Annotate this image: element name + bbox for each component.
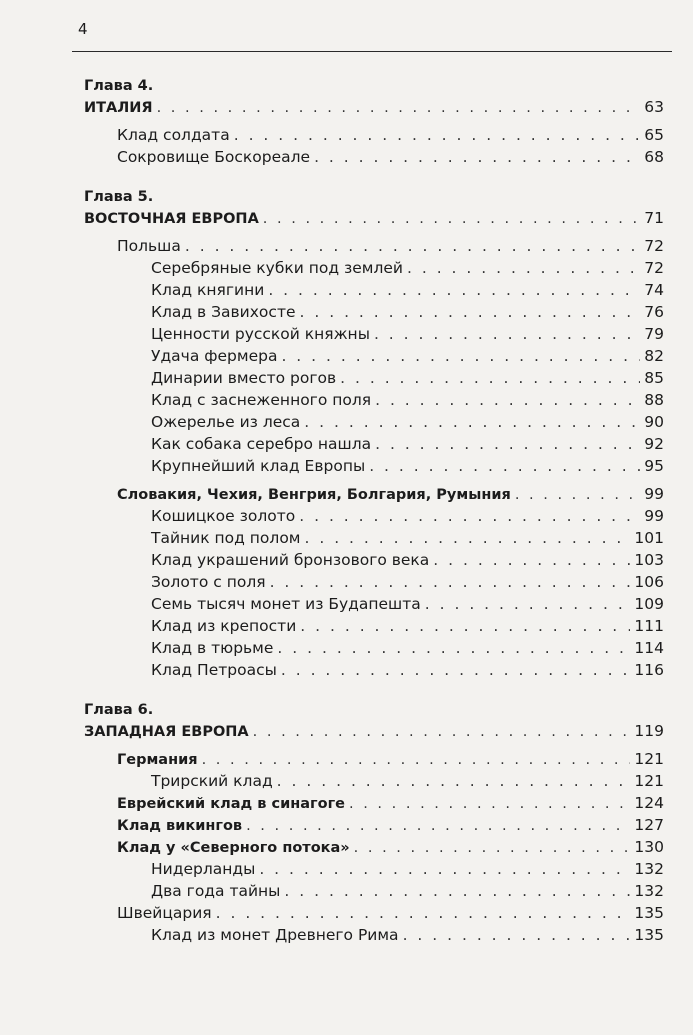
toc-entry-page: 114 <box>634 639 664 657</box>
chapter-block <box>84 76 664 168</box>
toc-entry-title: Кошицкое золото <box>151 507 296 525</box>
toc-entry-page: 90 <box>644 413 664 431</box>
dot-leader <box>157 97 641 119</box>
toc-entry <box>84 146 664 168</box>
toc-entry-page: 63 <box>644 98 664 116</box>
toc-entry <box>84 367 664 389</box>
toc-entry-title: Германия <box>117 752 198 768</box>
toc-entry <box>84 858 664 880</box>
toc-entry <box>84 814 664 836</box>
toc-entry-title: Клад из монет Древнего Рима <box>151 926 399 944</box>
dot-leader <box>277 770 631 792</box>
dot-leader <box>349 793 630 815</box>
toc-entry-page: 132 <box>634 860 664 878</box>
toc-entry-page: 103 <box>634 551 664 569</box>
dot-leader <box>374 323 640 345</box>
toc-entry <box>84 455 664 477</box>
toc-entry-page: 99 <box>644 507 664 525</box>
toc-entry-page: 124 <box>634 794 664 812</box>
toc-entry <box>84 433 664 455</box>
toc-entry-title: Сокровище Боскореале <box>117 148 311 166</box>
toc-entry <box>84 593 664 615</box>
toc-entry-title: Клад из крепости <box>151 617 297 635</box>
dot-leader <box>407 257 640 279</box>
chapter-label: Глава 6. <box>84 702 154 718</box>
toc-entry-title: Ценности русской княжны <box>151 325 370 343</box>
dot-leader <box>234 124 641 146</box>
toc-entry <box>84 902 664 924</box>
toc-entry-title: Нидерланды <box>151 860 256 878</box>
table-of-contents <box>84 76 664 965</box>
toc-entry-title: Клад у «Северного потока» <box>117 840 350 856</box>
toc-entry-page: 65 <box>644 126 664 144</box>
toc-entry <box>84 637 664 659</box>
dot-leader <box>375 433 640 455</box>
toc-entry <box>84 235 664 257</box>
chapter-block <box>84 700 664 946</box>
toc-entry-page: 79 <box>644 325 664 343</box>
toc-entry-title: Клад украшений бронзового века <box>151 551 430 569</box>
toc-entry-page: 95 <box>644 457 664 475</box>
toc-entry-title: Клад с заснеженного поля <box>151 391 372 409</box>
dot-leader <box>202 749 631 771</box>
toc-entry-title: ЗАПАДНАЯ ЕВРОПА <box>84 724 249 740</box>
toc-entry-page: 119 <box>634 722 664 740</box>
chapter-label: Глава 4. <box>84 78 154 94</box>
toc-entry <box>84 207 664 229</box>
toc-entry-page: 116 <box>634 661 664 679</box>
toc-entry-page: 88 <box>644 391 664 409</box>
toc-entry <box>84 880 664 902</box>
toc-entry-title: Клад солдата <box>117 126 230 144</box>
toc-entry <box>84 659 664 681</box>
toc-entry <box>84 615 664 637</box>
dot-leader <box>299 505 640 527</box>
toc-entry-page: 109 <box>634 595 664 613</box>
toc-entry-title: Тайник под полом <box>151 529 301 547</box>
dot-leader <box>433 549 630 571</box>
toc-entry-title: Клад викингов <box>117 818 243 834</box>
page-number: 4 <box>78 20 88 38</box>
toc-entry-page: 127 <box>634 816 664 834</box>
dot-leader <box>277 637 630 659</box>
dot-leader <box>281 345 640 367</box>
toc-entry-page: 92 <box>644 435 664 453</box>
dot-leader <box>340 367 640 389</box>
toc-entry <box>84 571 664 593</box>
toc-entry-page: 101 <box>634 529 664 547</box>
toc-entry-page: 71 <box>644 209 664 227</box>
toc-entry-title: Золото с поля <box>151 573 266 591</box>
toc-entry-page: 68 <box>644 148 664 166</box>
toc-entry <box>84 301 664 323</box>
dot-leader <box>515 484 640 506</box>
toc-entry-page: 130 <box>634 838 664 856</box>
toc-entry <box>84 279 664 301</box>
toc-entry-page: 74 <box>644 281 664 299</box>
toc-entry <box>84 527 664 549</box>
toc-entry-page: 72 <box>644 237 664 255</box>
chapter-block <box>84 187 664 681</box>
dot-leader <box>375 389 640 411</box>
dot-leader <box>300 615 630 637</box>
dot-leader <box>185 235 640 257</box>
toc-entry <box>84 483 664 505</box>
toc-entry <box>84 720 664 742</box>
dot-leader <box>246 815 630 837</box>
toc-entry-title: Польша <box>117 237 181 255</box>
toc-entry-title: Серебряные кубки под землей <box>151 259 403 277</box>
toc-entry <box>84 257 664 279</box>
toc-entry <box>84 748 664 770</box>
toc-entry-title: Швейцария <box>117 904 212 922</box>
toc-entry-page: 132 <box>634 882 664 900</box>
dot-leader <box>304 411 640 433</box>
toc-entry <box>84 323 664 345</box>
toc-entry-page: 106 <box>634 573 664 591</box>
dot-leader <box>216 902 631 924</box>
toc-entry-page: 99 <box>644 485 664 503</box>
dot-leader <box>403 924 631 946</box>
dot-leader <box>354 837 631 859</box>
toc-entry-title: Семь тысяч монет из Будапешта <box>151 595 421 613</box>
toc-entry <box>84 389 664 411</box>
toc-entry-title: Клад Петроасы <box>151 661 277 679</box>
toc-entry-page: 111 <box>634 617 664 635</box>
toc-entry <box>84 411 664 433</box>
toc-entry-page: 135 <box>634 926 664 944</box>
dot-leader <box>268 279 640 301</box>
dot-leader <box>259 858 630 880</box>
chapter-label: Глава 5. <box>84 189 154 205</box>
toc-entry <box>84 96 664 118</box>
toc-entry <box>84 124 664 146</box>
toc-entry-title: Удача фермера <box>151 347 278 365</box>
toc-entry <box>84 792 664 814</box>
toc-entry <box>84 924 664 946</box>
toc-entry <box>84 770 664 792</box>
toc-entry-page: 76 <box>644 303 664 321</box>
dot-leader <box>425 593 631 615</box>
dot-leader <box>281 659 631 681</box>
toc-entry-title: Ожерелье из леса <box>151 413 301 431</box>
toc-entry <box>84 505 664 527</box>
toc-entry <box>84 549 664 571</box>
toc-entry-page: 121 <box>634 772 664 790</box>
toc-entry-page: 121 <box>634 750 664 768</box>
toc-entry-title: Клад в Завихосте <box>151 303 296 321</box>
dot-leader <box>369 455 640 477</box>
dot-leader <box>314 146 640 168</box>
toc-entry-title: Клад в тюрьме <box>151 639 274 657</box>
toc-entry-title: Как собака серебро нашла <box>151 435 372 453</box>
toc-entry-title: Крупнейший клад Европы <box>151 457 366 475</box>
toc-entry-title: ВОСТОЧНАЯ ЕВРОПА <box>84 211 259 227</box>
toc-entry-title: Словакия, Чехия, Венгрия, Болгария, Румыния <box>117 487 511 503</box>
dot-leader <box>263 208 640 230</box>
toc-entry-title: Динарии вместо рогов <box>151 369 337 387</box>
toc-entry-page: 82 <box>644 347 664 365</box>
dot-leader <box>253 721 631 743</box>
dot-leader <box>300 301 641 323</box>
toc-entry-title: Трирский клад <box>151 772 273 790</box>
dot-leader <box>305 527 631 549</box>
toc-entry-title: Еврейский клад в синагоге <box>117 796 345 812</box>
header-rule <box>72 51 672 52</box>
toc-entry-page: 135 <box>634 904 664 922</box>
toc-entry <box>84 836 664 858</box>
dot-leader <box>270 571 631 593</box>
toc-entry-page: 72 <box>644 259 664 277</box>
toc-entry <box>84 345 664 367</box>
toc-entry-title: ИТАЛИЯ <box>84 100 153 116</box>
toc-entry-title: Клад княгини <box>151 281 265 299</box>
toc-entry-page: 85 <box>644 369 664 387</box>
dot-leader <box>284 880 630 902</box>
toc-entry-title: Два года тайны <box>151 882 281 900</box>
